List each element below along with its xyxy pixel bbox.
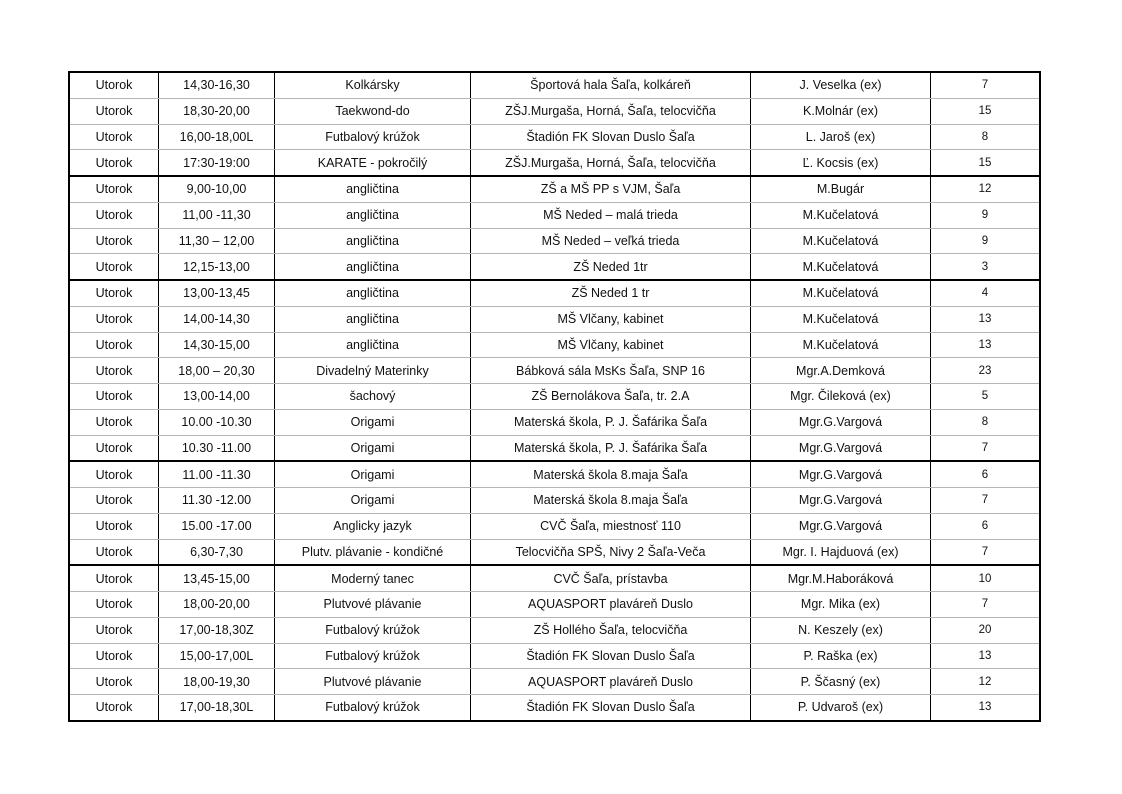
place-cell: Štadión FK Slovan Duslo Šaľa xyxy=(471,124,751,150)
leader-cell: Mgr.G.Vargová xyxy=(751,409,931,435)
time-cell: 11,00 -11,30 xyxy=(159,202,275,228)
table-row xyxy=(69,592,1040,618)
table-row xyxy=(69,98,1040,124)
table-row xyxy=(69,280,1040,306)
place-cell: Štadión FK Slovan Duslo Šaľa xyxy=(471,643,751,669)
table-row xyxy=(69,435,1040,461)
activity-cell: angličtina xyxy=(275,176,471,202)
activity-cell: Anglicky jazyk xyxy=(275,513,471,539)
schedule-table xyxy=(68,71,1041,722)
leader-cell: Mgr. Mika (ex) xyxy=(751,592,931,618)
count-cell: 15 xyxy=(931,150,1041,176)
activity-cell: Kolkársky xyxy=(275,72,471,98)
count-cell: 23 xyxy=(931,358,1041,384)
time-cell: 17,00-18,30Z xyxy=(159,617,275,643)
leader-cell: P. Udvaroš (ex) xyxy=(751,695,931,721)
day-cell: Utorok xyxy=(69,306,159,332)
time-cell: 18,00-19,30 xyxy=(159,669,275,695)
time-cell: 6,30-7,30 xyxy=(159,539,275,565)
day-cell: Utorok xyxy=(69,332,159,358)
activity-cell: Futbalový krúžok xyxy=(275,124,471,150)
leader-cell: L. Jaroš (ex) xyxy=(751,124,931,150)
time-cell: 17,00-18,30L xyxy=(159,695,275,721)
count-cell: 12 xyxy=(931,669,1041,695)
time-cell: 18,30-20,00 xyxy=(159,98,275,124)
activity-cell: Origami xyxy=(275,488,471,514)
leader-cell: Mgr.G.Vargová xyxy=(751,488,931,514)
day-cell: Utorok xyxy=(69,409,159,435)
day-cell: Utorok xyxy=(69,488,159,514)
leader-cell: Mgr.G.Vargová xyxy=(751,435,931,461)
activity-cell: Plutvové plávanie xyxy=(275,592,471,618)
place-cell: Štadión FK Slovan Duslo Šaľa xyxy=(471,695,751,721)
place-cell: CVČ Šaľa, miestnosť 110 xyxy=(471,513,751,539)
activity-cell: Origami xyxy=(275,461,471,487)
place-cell: AQUASPORT plaváreň Duslo xyxy=(471,669,751,695)
count-cell: 9 xyxy=(931,228,1041,254)
activity-cell: Plutv. plávanie - kondičné xyxy=(275,539,471,565)
time-cell: 11.30 -12.00 xyxy=(159,488,275,514)
table-row xyxy=(69,228,1040,254)
table-row xyxy=(69,488,1040,514)
activity-cell: angličtina xyxy=(275,332,471,358)
day-cell: Utorok xyxy=(69,695,159,721)
activity-cell: Taekwond-do xyxy=(275,98,471,124)
leader-cell: Ľ. Kocsis (ex) xyxy=(751,150,931,176)
time-cell: 15,00-17,00L xyxy=(159,643,275,669)
day-cell: Utorok xyxy=(69,254,159,280)
time-cell: 10.00 -10.30 xyxy=(159,409,275,435)
leader-cell: J. Veselka (ex) xyxy=(751,72,931,98)
day-cell: Utorok xyxy=(69,539,159,565)
activity-cell: Divadelný Materinky xyxy=(275,358,471,384)
place-cell: Telocvičňa SPŠ, Nivy 2 Šaľa-Veča xyxy=(471,539,751,565)
activity-cell: KARATE - pokročilý xyxy=(275,150,471,176)
activity-cell: Plutvové plávanie xyxy=(275,669,471,695)
day-cell: Utorok xyxy=(69,592,159,618)
day-cell: Utorok xyxy=(69,384,159,410)
leader-cell: K.Molnár (ex) xyxy=(751,98,931,124)
activity-cell: angličtina xyxy=(275,202,471,228)
leader-cell: Mgr.A.Demková xyxy=(751,358,931,384)
activity-cell: angličtina xyxy=(275,228,471,254)
time-cell: 10.30 -11.00 xyxy=(159,435,275,461)
leader-cell: Mgr.G.Vargová xyxy=(751,513,931,539)
time-cell: 18,00 – 20,30 xyxy=(159,358,275,384)
table-row xyxy=(69,384,1040,410)
activity-cell: Moderný tanec xyxy=(275,565,471,591)
time-cell: 14,30-15,00 xyxy=(159,332,275,358)
place-cell: ZŠ Hollého Šaľa, telocvičňa xyxy=(471,617,751,643)
place-cell: Bábková sála MsKs Šaľa, SNP 16 xyxy=(471,358,751,384)
activity-cell: Origami xyxy=(275,409,471,435)
day-cell: Utorok xyxy=(69,98,159,124)
leader-cell: M.Bugár xyxy=(751,176,931,202)
count-cell: 8 xyxy=(931,124,1041,150)
table-row xyxy=(69,72,1040,98)
time-cell: 11.00 -11.30 xyxy=(159,461,275,487)
day-cell: Utorok xyxy=(69,72,159,98)
day-cell: Utorok xyxy=(69,435,159,461)
place-cell: ZŠ Bernolákova Šaľa, tr. 2.A xyxy=(471,384,751,410)
count-cell: 13 xyxy=(931,332,1041,358)
leader-cell: Mgr.G.Vargová xyxy=(751,461,931,487)
table-row xyxy=(69,202,1040,228)
activity-cell: Origami xyxy=(275,435,471,461)
count-cell: 5 xyxy=(931,384,1041,410)
count-cell: 7 xyxy=(931,539,1041,565)
activity-cell: angličtina xyxy=(275,306,471,332)
count-cell: 20 xyxy=(931,617,1041,643)
count-cell: 8 xyxy=(931,409,1041,435)
table-row xyxy=(69,643,1040,669)
day-cell: Utorok xyxy=(69,461,159,487)
activity-cell: šachový xyxy=(275,384,471,410)
day-cell: Utorok xyxy=(69,176,159,202)
count-cell: 13 xyxy=(931,306,1041,332)
time-cell: 9,00-10,00 xyxy=(159,176,275,202)
table-row xyxy=(69,461,1040,487)
table-row xyxy=(69,513,1040,539)
place-cell: ZŠJ.Murgaša, Horná, Šaľa, telocvičňa xyxy=(471,98,751,124)
day-cell: Utorok xyxy=(69,124,159,150)
table-row xyxy=(69,539,1040,565)
leader-cell: M.Kučelatová xyxy=(751,280,931,306)
place-cell: MŠ Neded – veľká trieda xyxy=(471,228,751,254)
place-cell: MŠ Neded – malá trieda xyxy=(471,202,751,228)
table-row xyxy=(69,176,1040,202)
count-cell: 12 xyxy=(931,176,1041,202)
place-cell: CVČ Šaľa, prístavba xyxy=(471,565,751,591)
leader-cell: P. Ščasný (ex) xyxy=(751,669,931,695)
count-cell: 7 xyxy=(931,488,1041,514)
table-row xyxy=(69,306,1040,332)
table-row xyxy=(69,409,1040,435)
table-row xyxy=(69,150,1040,176)
day-cell: Utorok xyxy=(69,280,159,306)
count-cell: 4 xyxy=(931,280,1041,306)
day-cell: Utorok xyxy=(69,669,159,695)
leader-cell: M.Kučelatová xyxy=(751,228,931,254)
table-row xyxy=(69,358,1040,384)
day-cell: Utorok xyxy=(69,358,159,384)
leader-cell: N. Keszely (ex) xyxy=(751,617,931,643)
place-cell: ZŠ a MŠ PP s VJM, Šaľa xyxy=(471,176,751,202)
place-cell: Materská škola 8.maja Šaľa xyxy=(471,461,751,487)
place-cell: Materská škola, P. J. Šafárika Šaľa xyxy=(471,435,751,461)
table-row xyxy=(69,669,1040,695)
count-cell: 9 xyxy=(931,202,1041,228)
leader-cell: P. Raška (ex) xyxy=(751,643,931,669)
table-row xyxy=(69,254,1040,280)
count-cell: 7 xyxy=(931,435,1041,461)
count-cell: 6 xyxy=(931,513,1041,539)
count-cell: 13 xyxy=(931,695,1041,721)
day-cell: Utorok xyxy=(69,643,159,669)
table-row xyxy=(69,332,1040,358)
leader-cell: M.Kučelatová xyxy=(751,254,931,280)
day-cell: Utorok xyxy=(69,513,159,539)
table-row xyxy=(69,617,1040,643)
place-cell: ZŠJ.Murgaša, Horná, Šaľa, telocvičňa xyxy=(471,150,751,176)
time-cell: 17:30-19:00 xyxy=(159,150,275,176)
time-cell: 13,00-14,00 xyxy=(159,384,275,410)
day-cell: Utorok xyxy=(69,565,159,591)
place-cell: AQUASPORT plaváreň Duslo xyxy=(471,592,751,618)
count-cell: 13 xyxy=(931,643,1041,669)
place-cell: ZŠ Neded 1 tr xyxy=(471,280,751,306)
leader-cell: Mgr. I. Hajduová (ex) xyxy=(751,539,931,565)
day-cell: Utorok xyxy=(69,617,159,643)
activity-cell: Futbalový krúžok xyxy=(275,617,471,643)
leader-cell: Mgr. Čileková (ex) xyxy=(751,384,931,410)
schedule-table-body xyxy=(69,72,1040,721)
activity-cell: angličtina xyxy=(275,254,471,280)
place-cell: MŠ Vlčany, kabinet xyxy=(471,306,751,332)
time-cell: 14,30-16,30 xyxy=(159,72,275,98)
day-cell: Utorok xyxy=(69,202,159,228)
time-cell: 13,00-13,45 xyxy=(159,280,275,306)
place-cell: MŠ Vlčany, kabinet xyxy=(471,332,751,358)
count-cell: 7 xyxy=(931,592,1041,618)
count-cell: 6 xyxy=(931,461,1041,487)
place-cell: Športová hala Šaľa, kolkáreň xyxy=(471,72,751,98)
activity-cell: Futbalový krúžok xyxy=(275,643,471,669)
place-cell: ZŠ Neded 1tr xyxy=(471,254,751,280)
table-row xyxy=(69,695,1040,721)
count-cell: 15 xyxy=(931,98,1041,124)
activity-cell: Futbalový krúžok xyxy=(275,695,471,721)
count-cell: 3 xyxy=(931,254,1041,280)
time-cell: 12,15-13,00 xyxy=(159,254,275,280)
time-cell: 16,00-18,00L xyxy=(159,124,275,150)
time-cell: 13,45-15,00 xyxy=(159,565,275,591)
count-cell: 10 xyxy=(931,565,1041,591)
activity-cell: angličtina xyxy=(275,280,471,306)
time-cell: 18,00-20,00 xyxy=(159,592,275,618)
leader-cell: M.Kučelatová xyxy=(751,202,931,228)
day-cell: Utorok xyxy=(69,150,159,176)
table-row xyxy=(69,124,1040,150)
leader-cell: Mgr.M.Haboráková xyxy=(751,565,931,591)
count-cell: 7 xyxy=(931,72,1041,98)
day-cell: Utorok xyxy=(69,228,159,254)
leader-cell: M.Kučelatová xyxy=(751,332,931,358)
time-cell: 14,00-14,30 xyxy=(159,306,275,332)
time-cell: 15.00 -17.00 xyxy=(159,513,275,539)
place-cell: Materská škola, P. J. Šafárika Šaľa xyxy=(471,409,751,435)
place-cell: Materská škola 8.maja Šaľa xyxy=(471,488,751,514)
time-cell: 11,30 – 12,00 xyxy=(159,228,275,254)
leader-cell: M.Kučelatová xyxy=(751,306,931,332)
table-row xyxy=(69,565,1040,591)
